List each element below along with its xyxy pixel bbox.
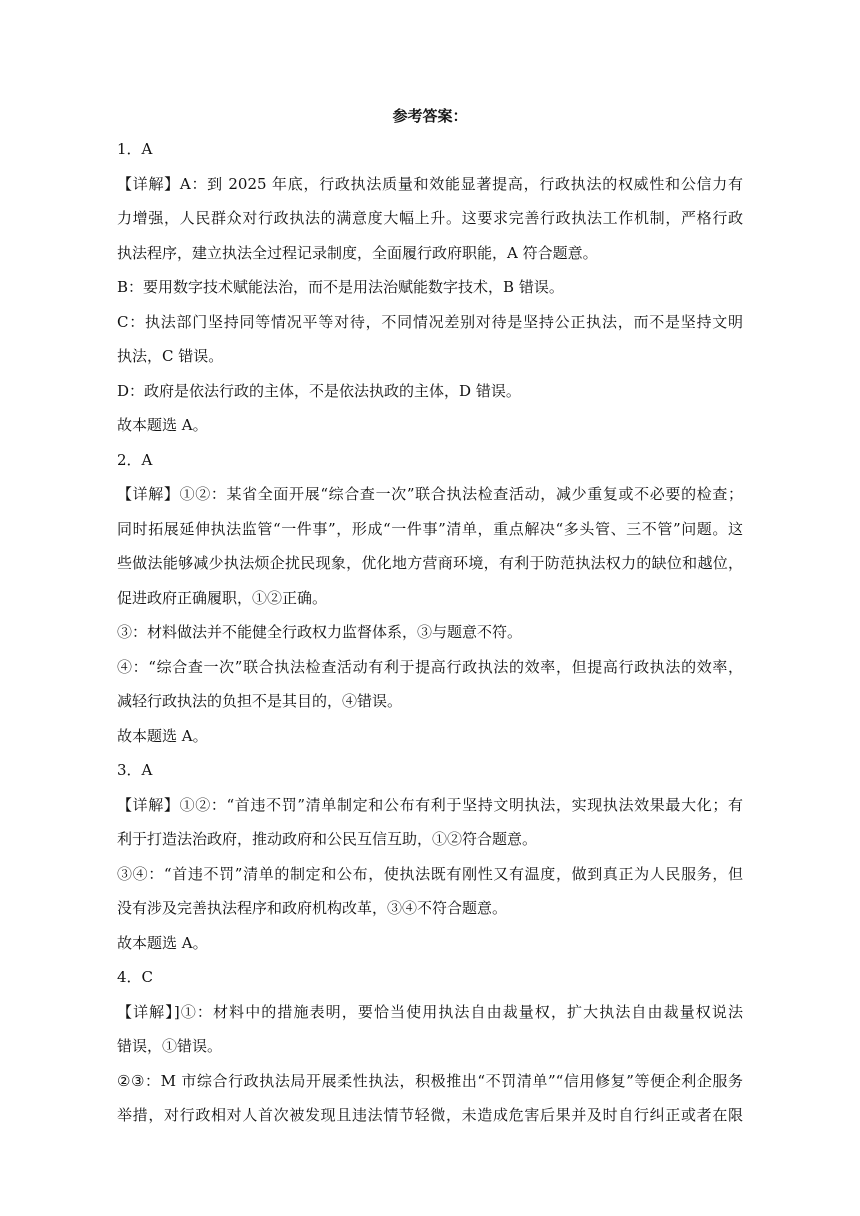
text-line: 执法程序，建立执法全过程记录制度，全面履行政府职能，A 符合题意。 [117,243,598,262]
text-line: 同时拓展延伸执法监管“一件事”，形成“一件事”清单，重点解决“多头管、三不管”问题。这 [117,519,743,538]
text-line: 利于打造法治政府，推动政府和公民互信互助，①②符合题意。 [117,830,538,848]
text-line: 些做法能够减少执法烦企扰民现象，优化地方营商环境，有利于防范执法权力的缺位和越位， [117,554,743,572]
text-line: 促进政府正确履职，①②正确。 [117,588,328,607]
answer-body [117,132,743,1133]
page-title: 参考答案： [392,107,468,125]
text-line: 没有涉及完善执法程序和政府机构改革，③④不符合题意。 [117,899,508,917]
text-line: D：政府是依法行政的主体，不是依法执政的主体，D 错误。 [117,381,521,400]
text-line: 2．A [117,450,153,469]
text-line: ③：材料做法并不能健全行政权力监督体系，③与题意不符。 [117,623,523,641]
text-line: 1．A [117,140,153,158]
text-line: C：执法部门坚持同等情况平等对待，不同情况差别对待是坚持公正执法，而不是坚持文明 [117,312,743,331]
text-line: 【详解】①②：“首违不罚”清单制定和公布有利于坚持文明执法，实现执法效果最大化；有 [117,795,743,814]
text-line: 错误，①错误。 [117,1037,223,1055]
text-line: B：要用数字技术赋能法治，而不是用法治赋能数字技术，B 错误。 [117,278,564,296]
text-line: ②③：M 市综合行政执法局开展柔性执法，积极推出“不罚清单”“信用修复”等便企利企服务 [117,1071,743,1090]
text-line: 故本题选 A。 [117,416,208,434]
text-line: ④：“综合查一次”联合执法检查活动有利于提高行政执法的效率，但提高行政执法的效率， [117,657,743,676]
text-line: 4．C [117,968,154,986]
text-line: 故本题选 A。 [117,933,208,952]
text-line: 3．A [117,761,153,779]
text-line: 【详解】]①：材料中的措施表明，要恰当使用执法自由裁量权，扩大执法自由裁量权说法 [117,1002,743,1021]
text-line: 故本题选 A。 [117,726,208,745]
text-line: ③④：“首违不罚”清单的制定和公布，使执法既有刚性又有温度，做到真正为人民服务，但 [117,864,743,883]
text-line: 减轻行政执法的负担不是其目的，④错误。 [117,692,403,710]
text-line: 【详解】①②：某省全面开展“综合查一次”联合执法检查活动，减少重复或不必要的检查； [117,485,743,503]
text-line: 执法，C 错误。 [117,347,224,365]
text-line: 力增强，人民群众对行政执法的满意度大幅上升。这要求完善行政执法工作机制，严格行政 [117,209,743,227]
text-line: 举措，对行政相对人首次被发现且违法情节轻微，未造成危害后果并及时自行纠正或者在限 [117,1106,743,1124]
text-line: 【详解】A：到 2025 年底，行政执法质量和效能显著提高，行政执法的权威性和公信力有 [117,174,743,193]
